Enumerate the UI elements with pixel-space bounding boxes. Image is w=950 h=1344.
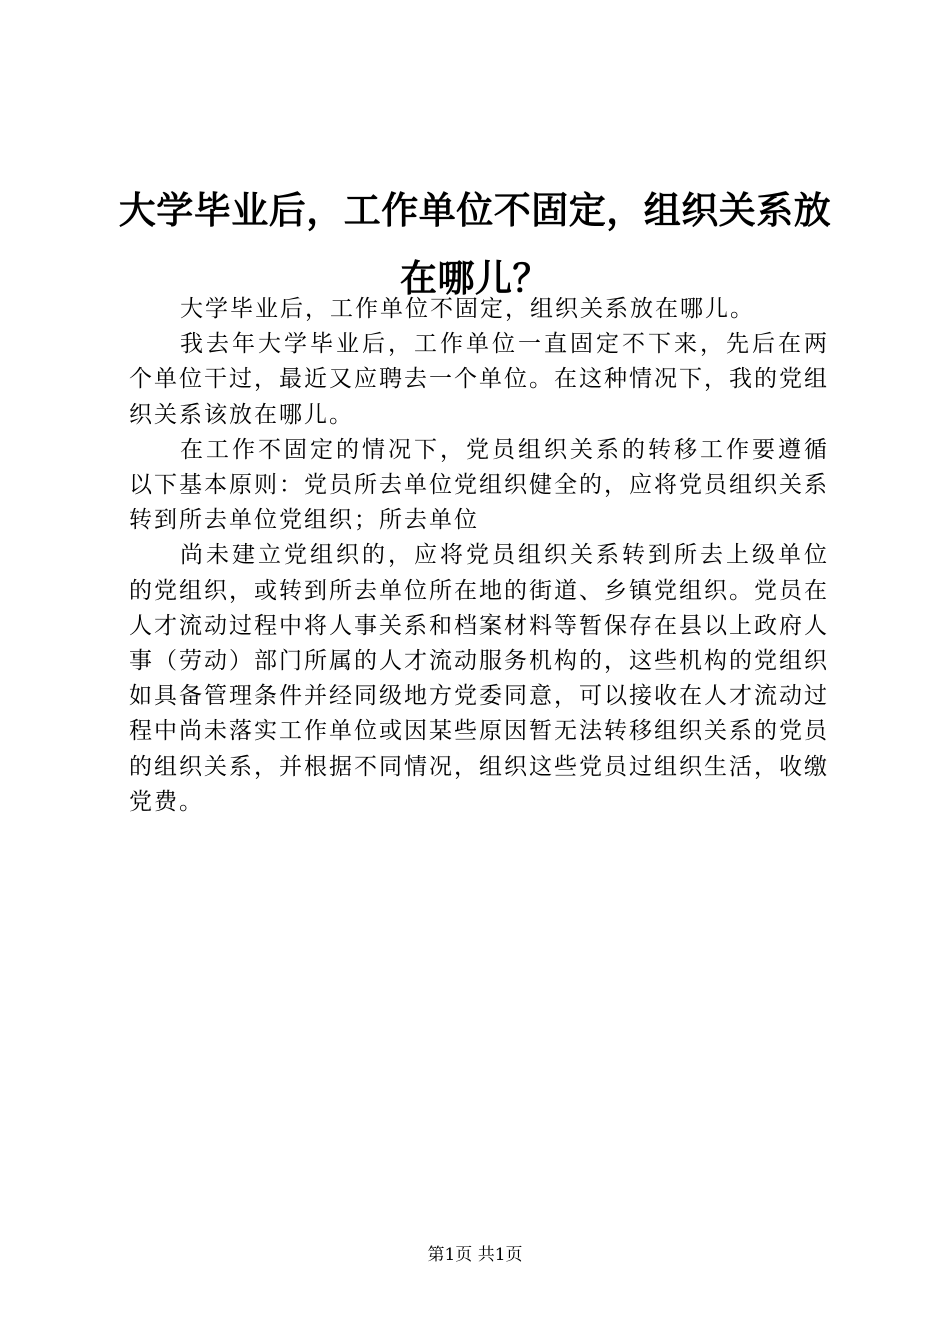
- paragraph-question-detail: 我去年大学毕业后，工作单位一直固定不下来，先后在两个单位干过，最近又应聘去一个单位。在这种情况下，我的党组织关系该放在哪儿。: [129, 331, 829, 428]
- page-number-footer: 第1页 共1页: [427, 1245, 523, 1265]
- document-body: [129, 292, 829, 820]
- paragraph-answer-principle: 在工作不固定的情况下，党员组织关系的转移工作要遵循以下基本原则：党员所去单位党组织健全的，应将党员组织关系转到所去单位党组织；所去单位: [129, 436, 829, 534]
- paragraph-question-summary: 大学毕业后，工作单位不固定，组织关系放在哪儿。: [180, 296, 755, 322]
- document-title: 大学毕业后，工作单位不固定，组织关系放在哪儿？: [118, 188, 832, 300]
- paragraph-answer-detail: 尚未建立党组织的，应将党员组织关系转到所去上级单位的党组织，或转到所去单位所在地的街道、乡镇党组织。党员在人才流动过程中将人事关系和档案材料等暂保存在县以上政府人事（劳动）部门所属的人才流动服务机构的，这些机构的党组织如具备管理条件并经同级地方党委同意，可以接收在人才流动过程中尚未落实工作单位或因某些原因暂无法转移组织关系的党员的组织关系，并根据不同情况，组织这些党员过组织生活，收缴党费。: [129, 542, 829, 815]
